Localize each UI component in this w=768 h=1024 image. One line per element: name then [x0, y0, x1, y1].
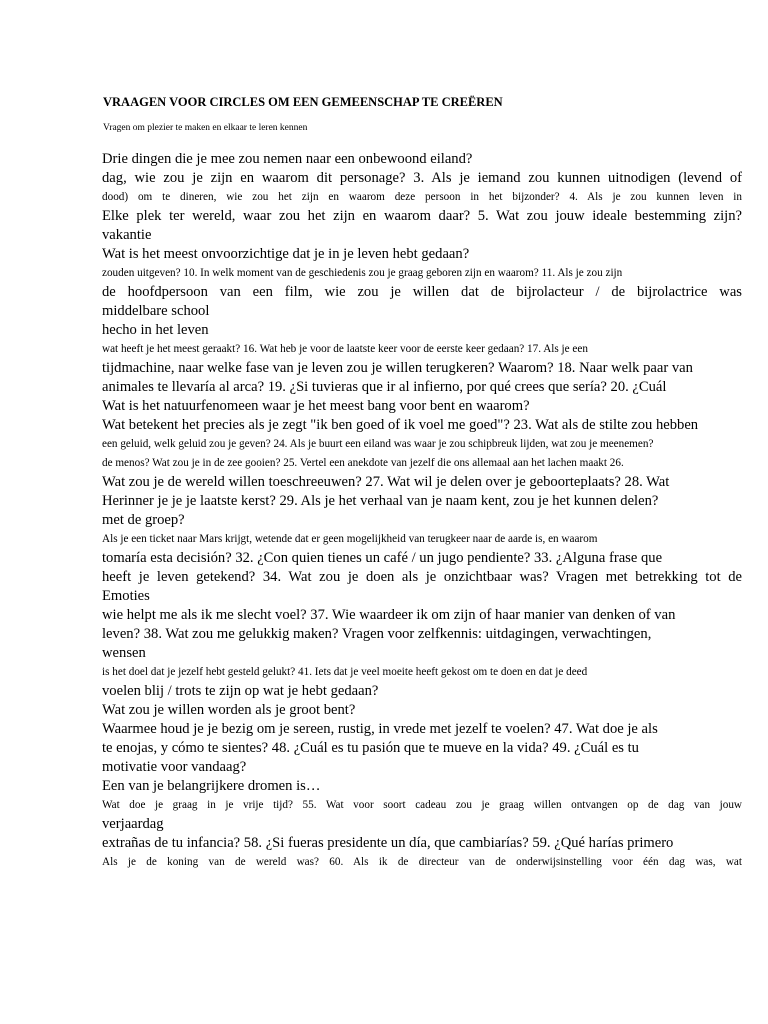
text-line: zouden uitgeven? 10. In welk moment van de geschiedenis zou je graag geboren zijn en waarom? 11. Als je zou zijn: [102, 267, 623, 279]
text-line: Als je de koning van de wereld was? 60. Als ik de directeur van de onderwijsinstelling voor één dag was, wat: [102, 856, 742, 868]
text-line: Een van je belangrijkere dromen is…: [102, 778, 321, 794]
text-line: wat heeft je het meest geraakt? 16. Wat heb je voor de laatste keer voor de eerste keer gedaan? 17. Als je een: [102, 343, 588, 355]
text-line: dag, wie zou je zijn en waarom dit personage? 3. Als je iemand zou kunnen uitnodigen (levend of: [102, 170, 742, 186]
text-line: vakantie: [102, 227, 152, 243]
text-line: is het doel dat je jezelf hebt gesteld gelukt? 41. Iets dat je veel moeite heeft gekost om te doen en dat je deed: [102, 666, 588, 678]
text-line: voelen blij / trots te zijn op wat je hebt gedaan?: [102, 683, 379, 699]
text-line: wensen: [102, 645, 146, 661]
text-line: Wat is het meest onvoorzichtige dat je in je leven hebt gedaan?: [102, 246, 470, 262]
text-line: leven? 38. Wat zou me gelukkig maken? Vragen voor zelfkennis: uitdagingen, verwachtingen,: [102, 626, 652, 642]
text-line: de hoofdpersoon van een film, wie zou je willen dat de bijrolacteur / de bijrolactrice was: [102, 284, 742, 300]
text-line: wie helpt me als ik me slecht voel? 37. Wie waardeer ik om zijn of haar manier van denken of van: [102, 607, 676, 623]
text-line: Elke plek ter wereld, waar zou het zijn en waarom daar? 5. Wat zou jouw ideale bestemming zijn?: [102, 208, 742, 224]
text-line: extrañas de tu infancia? 58. ¿Si fueras presidente un día, que cambiarías? 59. ¿Qué harías primero: [102, 835, 674, 851]
text-line: een geluid, welk geluid zou je geven? 24. Als je buurt een eiland was waar je zou schipbreuk lijden, wat zou je meenemen?: [102, 438, 654, 450]
text-line: dood) om te dineren, wie zou het zijn en waarom deze persoon in het bijzonder? 4. Als je zou kunnen leven in: [102, 191, 742, 203]
text-line: middelbare school: [102, 303, 210, 319]
text-line: motivatie voor vandaag?: [102, 759, 247, 775]
text-line: Wat is het natuurfenomeen waar je het meest bang voor bent en waarom?: [102, 398, 530, 414]
text-line: met de groep?: [102, 512, 185, 528]
text-line: verjaardag: [102, 816, 164, 832]
text-line: tijdmachine, naar welke fase van je leven zou je willen terugkeren? Waarom? 18. Naar welk paar van: [102, 360, 693, 376]
text-line: heeft je leven getekend? 34. Wat zou je doen als je onzichtbaar was? Vragen met betrekking tot de: [102, 569, 742, 585]
text-line: Wat zou je de wereld willen toeschreeuwen? 27. Wat wil je delen over je geboorteplaats? 28. Wat: [102, 474, 670, 490]
text-line: Drie dingen die je mee zou nemen naar een onbewoond eiland?: [102, 151, 473, 167]
document-title: VRAAGEN VOOR CIRCLES OM EEN GEMEENSCHAP TE CREËREN: [103, 95, 503, 109]
text-line: Als je een ticket naar Mars krijgt, wetende dat er geen mogelijkheid van terugkeer naar de aarde is, en waarom: [102, 533, 598, 545]
text-line: Waarmee houd je je bezig om je sereen, rustig, in vrede met jezelf te voelen? 47. Wat doe je als: [102, 721, 658, 737]
text-line: Wat zou je willen worden als je groot bent?: [102, 702, 356, 718]
text-line: Herinner je je je laatste kerst? 29. Als je het verhaal van je naam kent, zou je het kunnen delen?: [102, 493, 659, 509]
text-line: hecho in het leven: [102, 322, 209, 338]
text-line: Emoties: [102, 588, 150, 604]
text-line: de menos? Wat zou je in de zee gooien? 25. Vertel een anekdote van jezelf die ons allemaal aan het lachen maakt 26.: [102, 457, 624, 469]
text-line: tomaría esta decisión? 32. ¿Con quien tienes un café / un jugo pendiente? 33. ¿Alguna frase que: [102, 550, 663, 566]
document-subtitle: Vragen om plezier te maken en elkaar te leren kennen: [103, 123, 308, 133]
text-line: animales te llevaría al arca? 19. ¿Si tuvieras que ir al infierno, por qué crees que sería? 20. ¿Cuál: [102, 379, 667, 395]
text-line: Wat doe je graag in je vrije tijd? 55. Wat voor soort cadeau zou je graag willen ontvangen op de dag van jouw: [102, 799, 742, 811]
text-line: Wat betekent het precies als je zegt "ik ben goed of ik voel me goed"? 23. Wat als de stilte zou hebben: [102, 417, 699, 433]
document-body: [102, 150, 742, 872]
text-line: te enojas, y cómo te sientes? 48. ¿Cuál es tu pasión que te mueve en la vida? 49. ¿Cuál es tu: [102, 740, 639, 756]
